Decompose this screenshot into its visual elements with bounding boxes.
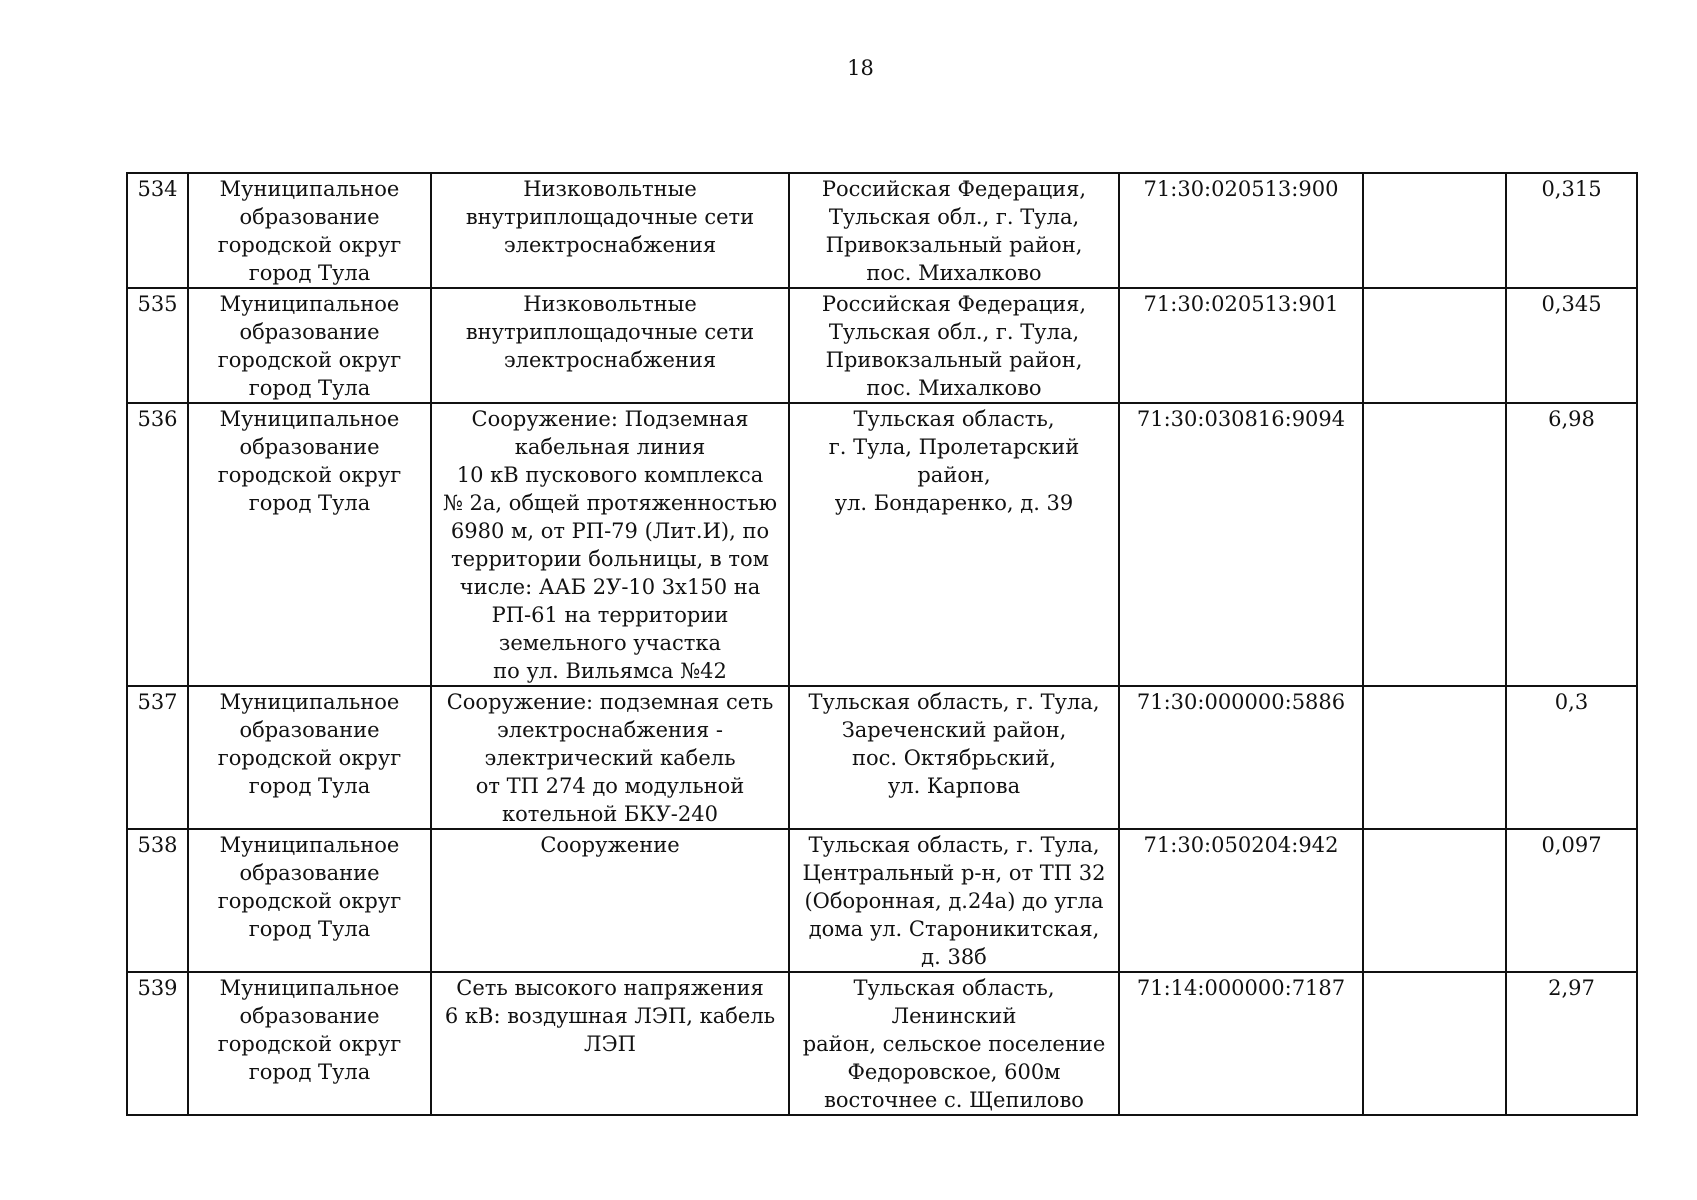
owner-cell: Муниципальное образование городской округ город Тула bbox=[188, 403, 431, 686]
cadastral-number-cell: 71:30:000000:5886 bbox=[1119, 686, 1363, 829]
row-number: 535 bbox=[127, 288, 188, 403]
length-cell: 2,97 bbox=[1506, 972, 1637, 1115]
table-row bbox=[127, 403, 1637, 686]
address-cell: Тульская область, Ленинский район, сельское поселение Федоровское, 600м восточнее с. Щепилово bbox=[789, 972, 1119, 1115]
address-cell: Тульская область, г. Тула, Зареченский район, пос. Октябрьский, ул. Карпова bbox=[789, 686, 1119, 829]
cadastral-number-cell: 71:30:030816:9094 bbox=[1119, 403, 1363, 686]
empty-cell bbox=[1363, 288, 1506, 403]
length-cell: 0,097 bbox=[1506, 829, 1637, 972]
table-row bbox=[127, 686, 1637, 829]
length-cell: 0,3 bbox=[1506, 686, 1637, 829]
owner-cell: Муниципальное образование городской округ город Тула bbox=[188, 288, 431, 403]
object-name-cell: Низковольтные внутриплощадочные сети электроснабжения bbox=[431, 288, 789, 403]
empty-cell bbox=[1363, 829, 1506, 972]
address-cell: Тульская область, г. Тула, Центральный р-н, от ТП 32 (Оборонная, д.24а) до угла дома ул. Староникитская, д. 38б bbox=[789, 829, 1119, 972]
table-row bbox=[127, 972, 1637, 1115]
table-row bbox=[127, 829, 1637, 972]
object-name-cell: Сооружение bbox=[431, 829, 789, 972]
property-registry-table bbox=[126, 172, 1638, 1116]
object-name-cell: Сооружение: подземная сеть электроснабжения - электрический кабель от ТП 274 до модульной котельной БКУ-240 bbox=[431, 686, 789, 829]
object-name-cell: Сооружение: Подземная кабельная линия 10 кВ пускового комплекса № 2а, общей протяженностью 6980 м, от РП-79 (Лит.И), по территории больницы, в том числе: ААБ 2У-10 3х150 на РП-61 на территории земельного участка по ул. Вильямса №42 bbox=[431, 403, 789, 686]
cadastral-number-cell: 71:30:020513:900 bbox=[1119, 173, 1363, 288]
empty-cell bbox=[1363, 686, 1506, 829]
cadastral-number-cell: 71:14:000000:7187 bbox=[1119, 972, 1363, 1115]
object-name-cell: Низковольтные внутриплощадочные сети электроснабжения bbox=[431, 173, 789, 288]
cadastral-number-cell: 71:30:020513:901 bbox=[1119, 288, 1363, 403]
row-number: 538 bbox=[127, 829, 188, 972]
owner-cell: Муниципальное образование городской округ город Тула bbox=[188, 829, 431, 972]
page-number bbox=[0, 56, 1697, 80]
object-name-cell: Сеть высокого напряжения 6 кВ: воздушная ЛЭП, кабель ЛЭП bbox=[431, 972, 789, 1115]
owner-cell: Муниципальное образование городской округ город Тула bbox=[188, 173, 431, 288]
cadastral-number-cell: 71:30:050204:942 bbox=[1119, 829, 1363, 972]
table-row bbox=[127, 173, 1637, 288]
length-cell: 0,315 bbox=[1506, 173, 1637, 288]
owner-cell: Муниципальное образование городской округ город Тула bbox=[188, 686, 431, 829]
length-cell: 0,345 bbox=[1506, 288, 1637, 403]
row-number: 537 bbox=[127, 686, 188, 829]
empty-cell bbox=[1363, 972, 1506, 1115]
page-number-text: 18 bbox=[847, 56, 874, 80]
table-row bbox=[127, 288, 1637, 403]
owner-cell: Муниципальное образование городской округ город Тула bbox=[188, 972, 431, 1115]
address-cell: Российская Федерация, Тульская обл., г. Тула, Привокзальный район, пос. Михалково bbox=[789, 173, 1119, 288]
row-number: 536 bbox=[127, 403, 188, 686]
row-number: 539 bbox=[127, 972, 188, 1115]
row-number: 534 bbox=[127, 173, 188, 288]
length-cell: 6,98 bbox=[1506, 403, 1637, 686]
address-cell: Российская Федерация, Тульская обл., г. Тула, Привокзальный район, пос. Михалково bbox=[789, 288, 1119, 403]
empty-cell bbox=[1363, 173, 1506, 288]
address-cell: Тульская область, г. Тула, Пролетарский район, ул. Бондаренко, д. 39 bbox=[789, 403, 1119, 686]
empty-cell bbox=[1363, 403, 1506, 686]
